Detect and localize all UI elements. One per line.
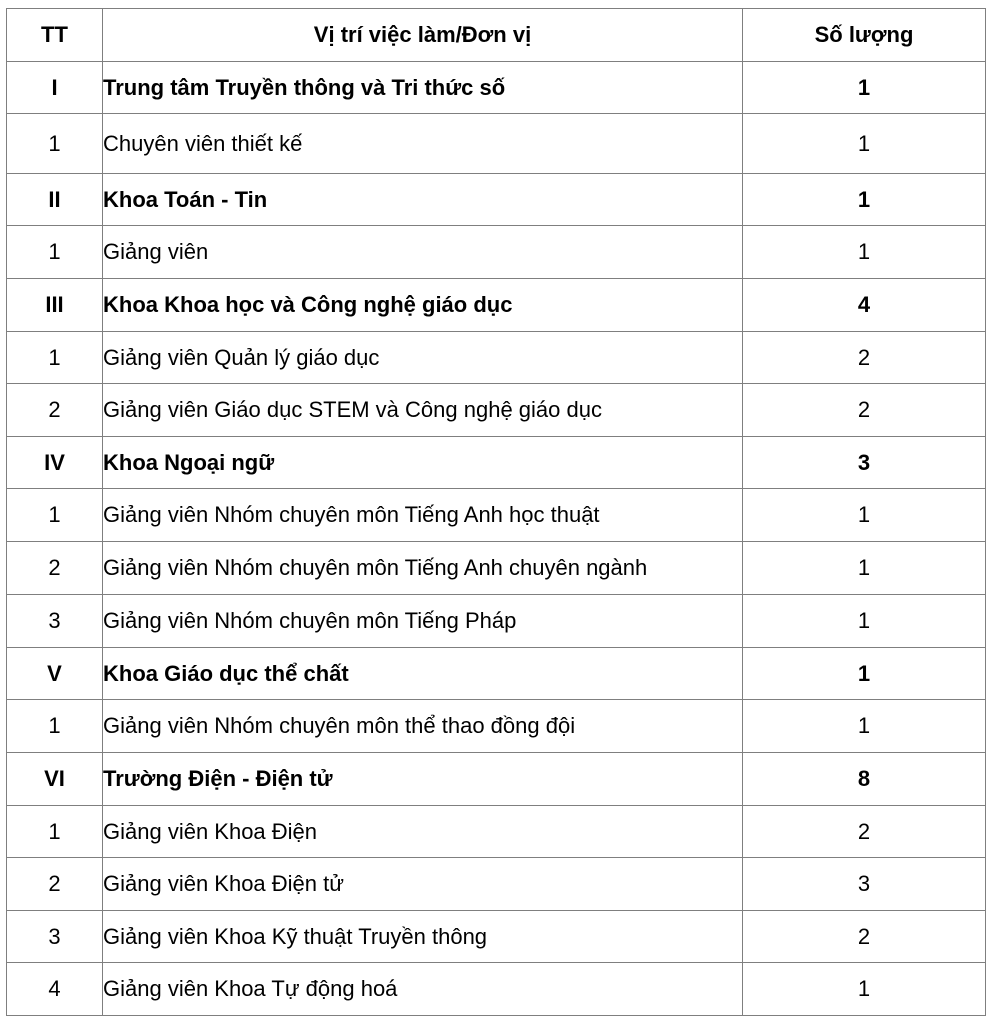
table-row (7, 114, 986, 174)
quantity-cell: 2 (743, 911, 986, 963)
table-row (7, 700, 986, 753)
row-number-cell: 1 (7, 332, 103, 384)
table-row (7, 963, 986, 1016)
group-row (7, 648, 986, 700)
quantity-cell: 1 (743, 114, 986, 174)
quantity-cell: 4 (743, 279, 986, 332)
position-name-cell: Khoa Ngoại ngữ (103, 437, 743, 489)
quantity-cell: 3 (743, 858, 986, 911)
position-name-cell: Giảng viên Khoa Điện tử (103, 858, 743, 911)
group-row (7, 174, 986, 226)
header-position: Vị trí việc làm/Đơn vị (103, 9, 743, 62)
table-row (7, 595, 986, 648)
quantity-cell: 1 (743, 595, 986, 648)
table-row (7, 542, 986, 595)
quantity-cell: 1 (743, 489, 986, 542)
row-number-cell: IV (7, 437, 103, 489)
quantity-cell: 1 (743, 174, 986, 226)
row-number-cell: 1 (7, 700, 103, 753)
group-row (7, 753, 986, 806)
table-row (7, 489, 986, 542)
job-positions-table (6, 8, 986, 1016)
position-name-cell: Giảng viên Nhóm chuyên môn Tiếng Anh học thuật (103, 489, 743, 542)
table-body (7, 62, 986, 1016)
position-name-cell: Giảng viên Giáo dục STEM và Công nghệ giáo dục (103, 384, 743, 437)
header-tt: TT (7, 9, 103, 62)
position-name-cell: Giảng viên Nhóm chuyên môn Tiếng Pháp (103, 595, 743, 648)
row-number-cell: 1 (7, 806, 103, 858)
position-name-cell: Giảng viên Quản lý giáo dục (103, 332, 743, 384)
position-name-cell: Giảng viên Khoa Tự động hoá (103, 963, 743, 1016)
position-name-cell: Trường Điện - Điện tử (103, 753, 743, 806)
table-row (7, 911, 986, 963)
row-number-cell: V (7, 648, 103, 700)
position-name-cell: Trung tâm Truyền thông và Tri thức số (103, 62, 743, 114)
position-name-cell: Giảng viên Khoa Điện (103, 806, 743, 858)
row-number-cell: III (7, 279, 103, 332)
table-row (7, 858, 986, 911)
position-name-cell: Khoa Toán - Tin (103, 174, 743, 226)
position-name-cell: Khoa Giáo dục thể chất (103, 648, 743, 700)
quantity-cell: 2 (743, 332, 986, 384)
quantity-cell: 1 (743, 226, 986, 279)
table-row (7, 332, 986, 384)
quantity-cell: 1 (743, 963, 986, 1016)
position-name-cell: Giảng viên Nhóm chuyên môn thể thao đồng đội (103, 700, 743, 753)
quantity-cell: 8 (743, 753, 986, 806)
row-number-cell: I (7, 62, 103, 114)
row-number-cell: 1 (7, 226, 103, 279)
row-number-cell: 3 (7, 595, 103, 648)
row-number-cell: 4 (7, 963, 103, 1016)
table-header-row (7, 9, 986, 62)
position-name-cell: Khoa Khoa học và Công nghệ giáo dục (103, 279, 743, 332)
row-number-cell: II (7, 174, 103, 226)
row-number-cell: 1 (7, 489, 103, 542)
row-number-cell: 3 (7, 911, 103, 963)
table-row (7, 226, 986, 279)
group-row (7, 62, 986, 114)
group-row (7, 279, 986, 332)
table-row (7, 384, 986, 437)
row-number-cell: 2 (7, 384, 103, 437)
quantity-cell: 1 (743, 700, 986, 753)
row-number-cell: VI (7, 753, 103, 806)
quantity-cell: 2 (743, 384, 986, 437)
group-row (7, 437, 986, 489)
row-number-cell: 2 (7, 858, 103, 911)
table-row (7, 806, 986, 858)
header-quantity: Số lượng (743, 9, 986, 62)
quantity-cell: 2 (743, 806, 986, 858)
position-name-cell: Chuyên viên thiết kế (103, 114, 743, 174)
quantity-cell: 1 (743, 62, 986, 114)
row-number-cell: 2 (7, 542, 103, 595)
position-name-cell: Giảng viên Nhóm chuyên môn Tiếng Anh chuyên ngành (103, 542, 743, 595)
quantity-cell: 3 (743, 437, 986, 489)
quantity-cell: 1 (743, 648, 986, 700)
position-name-cell: Giảng viên Khoa Kỹ thuật Truyền thông (103, 911, 743, 963)
quantity-cell: 1 (743, 542, 986, 595)
row-number-cell: 1 (7, 114, 103, 174)
position-name-cell: Giảng viên (103, 226, 743, 279)
